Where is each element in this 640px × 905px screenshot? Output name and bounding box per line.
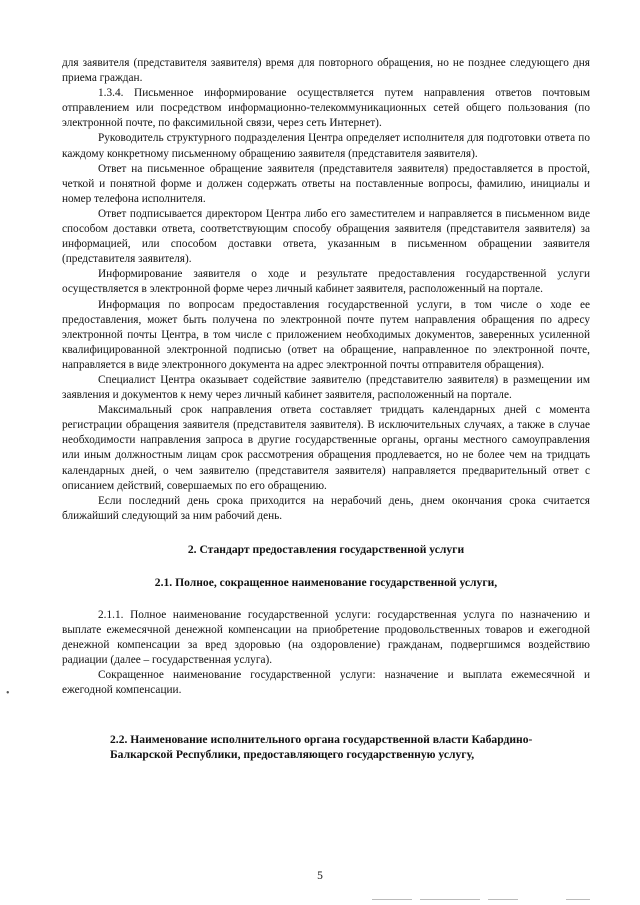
page-number: 5 <box>317 870 323 882</box>
section-heading-2: 2. Стандарт предоставления государственной услуги <box>187 542 465 556</box>
paragraph: Максимальный срок направления ответа составляет тридцать календарных дней с момента регистрации обращения заявителя (представителя заявителя). В исключительных случаях, а также в случае необходимости направления запроса в другие государственные органы, органы местного самоуправления или иным должностным лицам срок рассмотрения обращения продлевается, но не более чем на тридцать календарных дней, о чем заявителю (представителя заявителя) направляется предварительный ответ с описанием действий, совершаемых по его обращению. <box>62 404 590 492</box>
paragraph: Информация по вопросам предоставления государственной услуги, в том числе о ходе ее предоставления, может быть получена по электронной почте путем направления обращения по адресу электронной почты Центра, в том числе с приложением необходимых документов, заверенных усиленной квалифицированной электронной подписью (ответ на обращение, направленное по электронной почте, направляется в виде электронного документа на адрес электронной почты отправителя обращения). <box>62 298 590 371</box>
paragraph: Если последний день срока приходится на нерабочий день, днем окончания срока считается ближайший следующий за ним рабочий день. <box>62 494 590 522</box>
scan-artifact <box>566 899 590 900</box>
document-page <box>62 56 590 762</box>
section-heading-2-1: 2.1. Полное, сокращенное наименование государственной услуги, <box>154 575 498 589</box>
paragraph: Руководитель структурного подразделения Центра определяет исполнителя для подготовки ответа по каждому конкретному письменному обращению заявителя (представителя заявителя). <box>62 132 590 160</box>
paragraph: Ответ подписывается директором Центра либо его заместителем и направляется в письменном виде способом доставки ответа, соответствующим способу обращения заявителя (представителя заявителя) за информацией, или способом доставки ответа, указанным в письменном обращении заявителя (представителя заявителя). <box>62 207 590 266</box>
section-heading-2-2: 2.2. Наименование исполнительного органа государственной власти Кабардино-Балкарской Республики, предоставляющего государственную услугу, <box>110 733 533 762</box>
scan-artifact <box>372 899 412 900</box>
paragraph: 2.1.1. Полное наименование государственной услуги: государственная услуга по назначению и выплате ежемесячной денежной компенсации на приобретение продовольственных товаров и ежегодной денежной компенсации за вред здоровью (на оздоровление) гражданам, подвергшимся воздействию радиации (далее – государственная услуга). <box>62 608 590 667</box>
paragraph: Сокращенное наименование государственной услуги: назначение и выплата ежемесячной и ежегодной компенсации. <box>62 669 590 697</box>
paragraph: для заявителя (представителя заявителя) время для повторного обращения, но не позднее следующего дня приема граждан. <box>62 57 590 85</box>
paragraph: Специалист Центра оказывает содействие заявителю (представителю заявителя) в размещении им заявления и документов к нему через личный кабинет заявителя, расположенный на портале. <box>62 373 590 402</box>
scan-artifact <box>488 899 518 900</box>
scan-mark: • <box>6 688 10 699</box>
scan-artifact <box>420 899 480 900</box>
paragraph: Информирование заявителя о ходе и результате предоставления государственной услуги осуществляется в электронной форме через личный кабинет заявителя, расположенный на портале. <box>62 268 590 296</box>
paragraph: 1.3.4. Письменное информирование осуществляется путем направления ответов почтовым отправлением или посредством информационно-телекоммуникационных сетей общего пользования (по электронной почте, по факсимильной связи, через сеть Интернет). <box>62 87 590 130</box>
paragraph: Ответ на письменное обращение заявителя (представителя заявителя) предоставляется в простой, четкой и понятной форме и должен содержать ответы на поставленные вопросы, фамилию, инициалы и номер телефона исполнителя. <box>62 162 590 205</box>
